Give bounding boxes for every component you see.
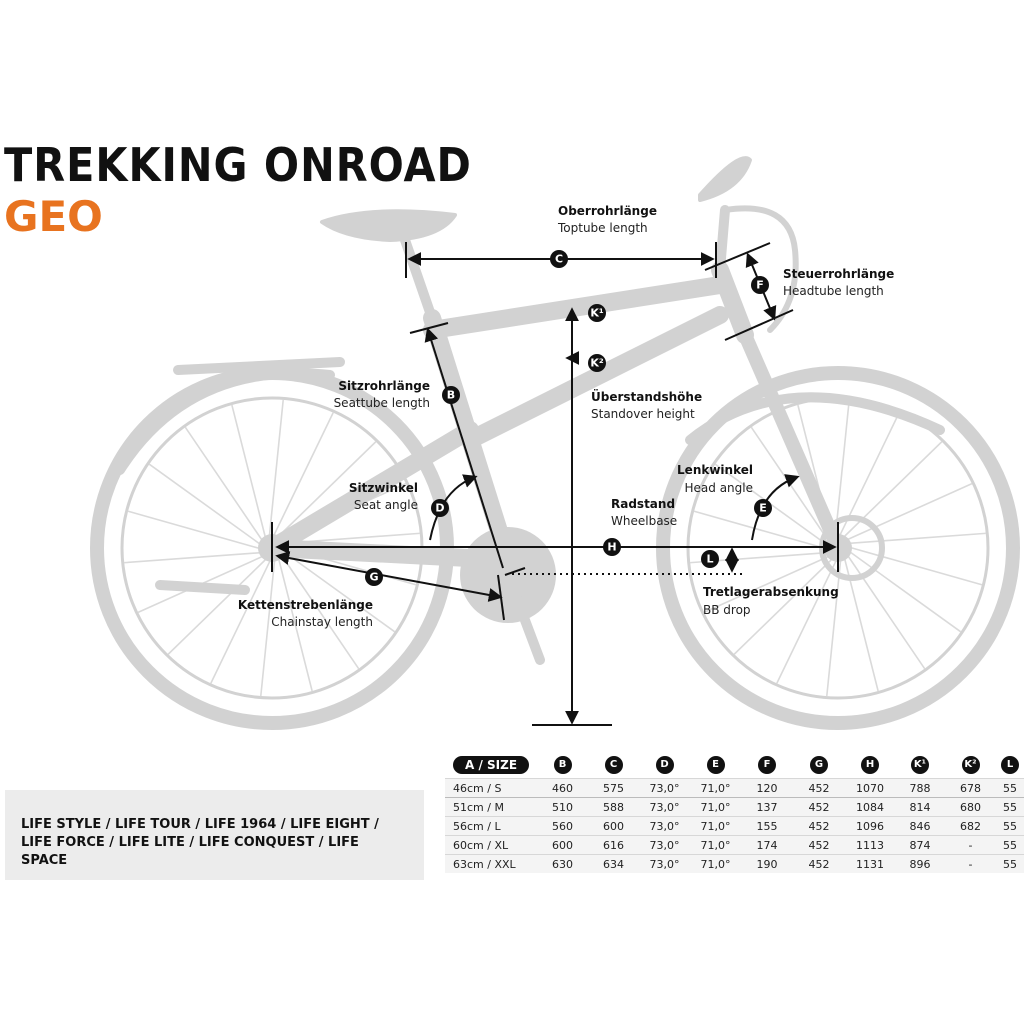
column-letter-icon: C: [605, 756, 623, 774]
svg-text:D: D: [435, 501, 445, 515]
table-row: [445, 836, 1024, 855]
column-header: [588, 752, 639, 779]
value-cell: 55: [996, 836, 1024, 855]
standover-label-en: Standover height: [591, 407, 695, 421]
value-cell: 452: [793, 817, 845, 836]
value-cell: 1084: [845, 798, 895, 817]
chainstay-label-de: Kettenstrebenlänge: [237, 598, 373, 612]
frame: [272, 270, 838, 560]
size-cell: 63cm / XXL: [445, 855, 537, 874]
spoke: [283, 557, 359, 668]
value-cell: 630: [537, 855, 588, 874]
column-letter-icon: H: [861, 756, 879, 774]
svg-text:H: H: [607, 540, 617, 554]
svg-text:L: L: [706, 552, 714, 566]
spoke: [125, 553, 259, 563]
column-letter-icon: D: [656, 756, 674, 774]
size-header: A / SIZE: [445, 752, 537, 779]
bike-silhouette: [97, 158, 1013, 723]
svg-text:F: F: [756, 278, 764, 292]
value-cell: 190: [741, 855, 793, 874]
seatangle-label-de: Sitzwinkel: [348, 481, 418, 495]
value-cell: 588: [588, 798, 639, 817]
column-header: [945, 752, 996, 779]
value-cell: 678: [945, 779, 996, 798]
svg-text:C: C: [554, 252, 564, 266]
spoke: [695, 511, 824, 548]
value-cell: -: [945, 836, 996, 855]
column-letter-icon: K¹: [911, 756, 929, 774]
value-cell: 55: [996, 855, 1024, 874]
chainstay-label-en: Chainstay length: [271, 615, 373, 629]
badge-L: [701, 550, 719, 568]
value-cell: 71,0°: [690, 779, 741, 798]
value-cell: -: [945, 855, 996, 874]
toptube-label-en: Toptube length: [558, 221, 648, 235]
spoke: [211, 562, 270, 683]
headangle-label-en: Head angle: [684, 481, 753, 495]
spoke: [129, 511, 258, 548]
value-cell: 155: [741, 817, 793, 836]
value-cell: 55: [996, 817, 1024, 836]
column-letter-icon: K²: [962, 756, 980, 774]
size-cell: 56cm / L: [445, 817, 537, 836]
spoke: [827, 562, 841, 696]
badge-E: [754, 499, 772, 517]
page-subtitle: GEO: [4, 192, 103, 241]
svg-text:E: E: [759, 501, 767, 515]
value-cell: 600: [588, 817, 639, 836]
spoke: [836, 400, 850, 534]
headtube-label-en: Headtube length: [783, 284, 884, 298]
value-cell: 174: [741, 836, 793, 855]
value-cell: 55: [996, 798, 1024, 817]
seattube-label-de: Sitzrohrlänge: [338, 379, 430, 393]
standover-label-de: Überstandshöhe: [591, 390, 703, 404]
column-letter-icon: G: [810, 756, 828, 774]
badge-G: [365, 568, 383, 586]
headangle-label-de: Lenkwinkel: [677, 463, 753, 477]
value-cell: 560: [537, 817, 588, 836]
value-cell: 814: [895, 798, 945, 817]
seattube-label-en: Seattube length: [333, 396, 430, 410]
seatangle-label-en: Seat angle: [353, 498, 418, 512]
value-cell: 788: [895, 779, 945, 798]
value-cell: 634: [588, 855, 639, 874]
spoke: [270, 400, 284, 534]
wheelbase-label-de: Radstand: [611, 497, 676, 511]
column-letter-icon: L: [1001, 756, 1019, 774]
value-cell: 846: [895, 817, 945, 836]
column-header: [537, 752, 588, 779]
table-header-row: [445, 752, 1024, 779]
spoke: [777, 562, 836, 683]
headtube-label-de: Steuerrohrlänge: [783, 267, 895, 281]
value-cell: 575: [588, 779, 639, 798]
seat-post-saddle: [322, 211, 455, 318]
spoke: [849, 557, 925, 668]
value-cell: 73,0°: [639, 798, 690, 817]
badge-C: [550, 250, 568, 268]
spoke: [232, 406, 265, 536]
value-cell: 452: [793, 798, 845, 817]
spoke: [150, 465, 259, 544]
geometry-table: [445, 752, 1024, 873]
badge-F: [751, 276, 769, 294]
svg-text:K¹: K¹: [590, 306, 604, 320]
size-cell: 60cm / XL: [445, 836, 537, 855]
column-header: [741, 752, 793, 779]
column-header: [690, 752, 741, 779]
value-cell: 120: [741, 779, 793, 798]
column-header: [793, 752, 845, 779]
wheelbase-label-en: Wheelbase: [611, 514, 678, 528]
value-cell: 1070: [845, 779, 895, 798]
value-cell: 137: [741, 798, 793, 817]
svg-text:G: G: [369, 570, 379, 584]
badge-K2: [588, 354, 606, 372]
value-cell: 460: [537, 779, 588, 798]
svg-text:K²: K²: [590, 356, 604, 370]
value-cell: 1131: [845, 855, 895, 874]
column-letter-icon: F: [758, 756, 776, 774]
value-cell: 1096: [845, 817, 895, 836]
column-letter-icon: E: [707, 756, 725, 774]
value-cell: 55: [996, 779, 1024, 798]
bbdrop-label-de: Tretlagerabsenkung: [703, 585, 839, 599]
svg-text:B: B: [446, 388, 456, 402]
column-header: [639, 752, 690, 779]
models-list: LIFE STYLE / LIFE TOUR / LIFE 1964 / LIFE EIGHT / LIFE FORCE / LIFE LITE / LIFE CONQUEST / LIFE SPACE: [21, 817, 379, 868]
value-cell: 452: [793, 779, 845, 798]
spoke: [849, 484, 972, 539]
spoke: [851, 533, 985, 543]
table-body: [445, 779, 1024, 874]
value-cell: 73,0°: [639, 817, 690, 836]
value-cell: 71,0°: [690, 798, 741, 817]
value-cell: 680: [945, 798, 996, 817]
spoke: [852, 548, 981, 585]
badge-H: [603, 538, 621, 556]
value-cell: 874: [895, 836, 945, 855]
value-cell: 71,0°: [690, 855, 741, 874]
badge-D: [431, 499, 449, 517]
column-header: [996, 752, 1024, 779]
column-header: [895, 752, 945, 779]
badge-B: [442, 386, 460, 404]
value-cell: 73,0°: [639, 779, 690, 798]
value-cell: 73,0°: [639, 855, 690, 874]
value-cell: 616: [588, 836, 639, 855]
stem-handlebar: [700, 158, 796, 330]
table-row: [445, 779, 1024, 798]
value-cell: 452: [793, 836, 845, 855]
value-cell: 600: [537, 836, 588, 855]
column-header: [845, 752, 895, 779]
value-cell: 452: [793, 855, 845, 874]
spoke: [186, 428, 262, 539]
value-cell: 1113: [845, 836, 895, 855]
models-panel: [5, 790, 424, 880]
size-cell: 51cm / M: [445, 798, 537, 817]
value-cell: 896: [895, 855, 945, 874]
table-row: [445, 855, 1024, 874]
column-letter-icon: B: [554, 756, 572, 774]
size-cell: 46cm / S: [445, 779, 537, 798]
value-cell: 682: [945, 817, 996, 836]
page-title: TREKKING ONROAD: [4, 138, 472, 192]
table-row: [445, 798, 1024, 817]
value-cell: 71,0°: [690, 817, 741, 836]
toptube-label-de: Oberrohrlänge: [558, 204, 657, 218]
value-cell: 73,0°: [639, 836, 690, 855]
value-cell: 71,0°: [690, 836, 741, 855]
value-cell: 510: [537, 798, 588, 817]
spoke: [851, 553, 960, 632]
badge-K1: [588, 304, 606, 322]
table-row: [445, 817, 1024, 836]
bbdrop-label-en: BB drop: [703, 603, 751, 617]
